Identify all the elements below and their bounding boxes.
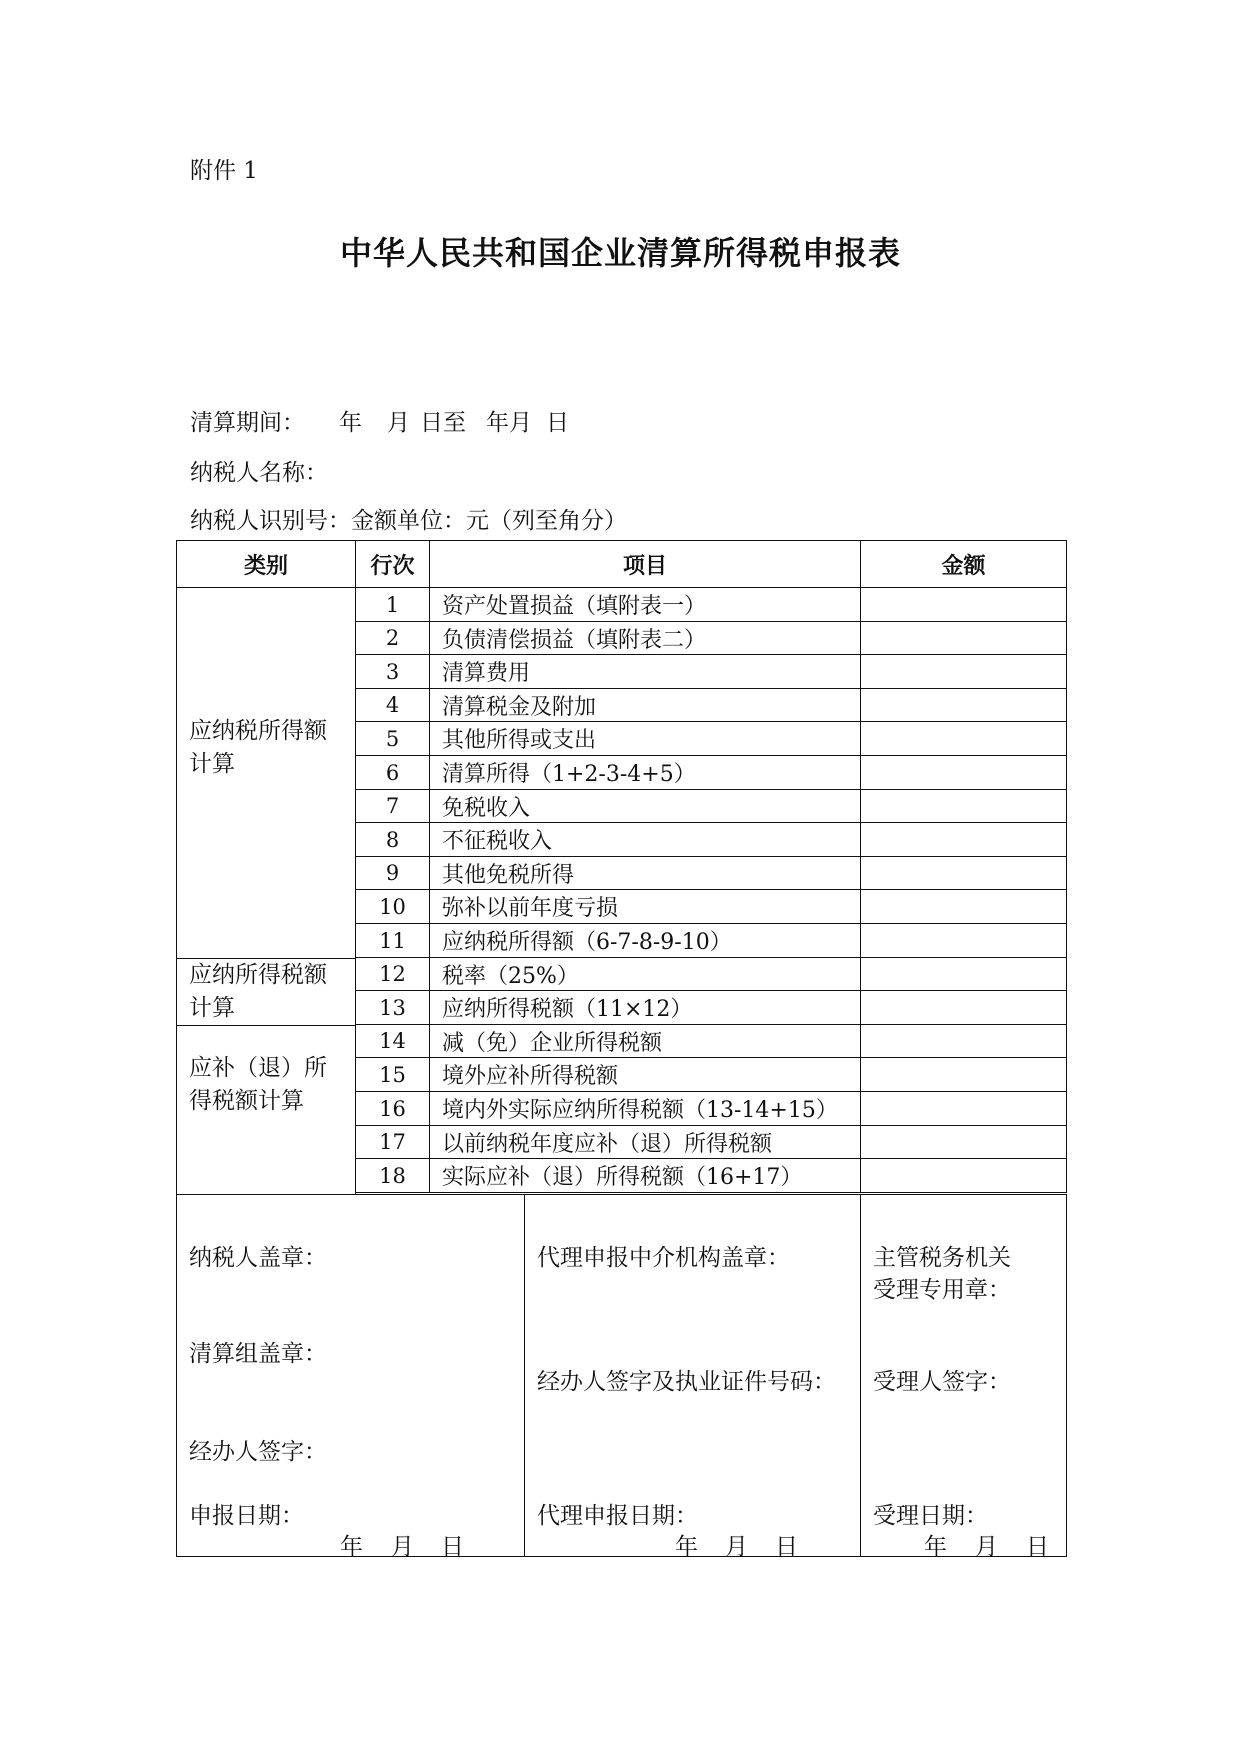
- row-item: 其他免税所得: [429, 856, 861, 890]
- row-item: 实际应补（退）所得税额（16+17）: [429, 1158, 861, 1193]
- authority-seal-line2: 受理专用章：: [873, 1277, 1011, 1303]
- row-item: 应纳税所得额（6-7-8-9-10）: [429, 923, 861, 958]
- agent-date-year: 年: [675, 1534, 698, 1560]
- acceptance-date-year: 年: [924, 1534, 947, 1560]
- row-number: 8: [355, 822, 430, 857]
- form-title: 中华人民共和国企业清算所得税申报表: [339, 234, 901, 272]
- category-taxable-income: 应纳税所得额计算: [176, 587, 356, 959]
- agent-date-label: 代理申报日期：: [537, 1503, 698, 1529]
- col-header-amount: 金额: [860, 540, 1067, 588]
- row-item: 清算费用: [429, 654, 861, 689]
- acceptance-date-label: 受理日期：: [873, 1503, 988, 1529]
- row-amount-cell[interactable]: [860, 654, 1067, 689]
- declaration-date-year: 年: [340, 1534, 363, 1560]
- row-number: 4: [355, 688, 430, 722]
- declaration-date-label: 申报日期：: [189, 1503, 304, 1529]
- row-item: 减（免）企业所得税额: [429, 1024, 861, 1058]
- row-number: 13: [355, 990, 430, 1025]
- category-tax-refund: 应补（退）所得税额计算: [176, 1025, 356, 1195]
- footer-authority-box: [860, 1194, 1067, 1560]
- authority-receiver-label: 受理人签字：: [873, 1369, 1011, 1395]
- liquidation-period-line: [190, 404, 569, 437]
- agent-date-day: 日: [775, 1534, 798, 1560]
- col-header-row-no: 行次: [355, 540, 430, 588]
- attachment-label: 附件 1: [190, 158, 258, 184]
- row-amount-cell[interactable]: [860, 1158, 1067, 1193]
- row-item: 负债清偿损益（填附表二）: [429, 621, 861, 655]
- period-start-day-unit: 日至: [420, 410, 466, 436]
- agent-date-month: 月: [725, 1534, 748, 1560]
- acceptance-date-month: 月: [975, 1534, 998, 1560]
- row-number: 10: [355, 889, 430, 924]
- row-amount-cell[interactable]: [860, 688, 1067, 722]
- row-number: 11: [355, 923, 430, 958]
- row-item: 其他所得或支出: [429, 721, 861, 756]
- row-item: 税率（25%）: [429, 957, 861, 991]
- row-number: 2: [355, 621, 430, 655]
- row-number: 1: [355, 587, 430, 622]
- row-amount-cell[interactable]: [860, 990, 1067, 1025]
- taxpayer-seal-label: 纳税人盖章：: [189, 1245, 327, 1271]
- taxpayer-signer-label: 经办人签字：: [189, 1439, 327, 1465]
- period-end-year-month-unit: 年月: [486, 410, 532, 436]
- taxpayer-name-label: 纳税人名称：: [190, 460, 328, 486]
- row-amount-cell[interactable]: [860, 856, 1067, 890]
- row-amount-cell[interactable]: [860, 1125, 1067, 1159]
- row-amount-cell[interactable]: [860, 923, 1067, 958]
- row-number: 16: [355, 1091, 430, 1126]
- row-number: 14: [355, 1024, 430, 1058]
- row-number: 3: [355, 654, 430, 689]
- authority-seal-line1: 主管税务机关: [873, 1245, 1011, 1271]
- row-item: 境内外实际应纳所得税额（13-14+15）: [429, 1091, 861, 1126]
- period-end-day-unit: 日: [546, 410, 569, 436]
- row-item: 清算税金及附加: [429, 688, 861, 722]
- taxpayer-id-and-unit-line: 纳税人识别号：金额单位：元（列至角分）: [190, 508, 627, 534]
- row-amount-cell[interactable]: [860, 1091, 1067, 1126]
- row-item: 境外应补所得税额: [429, 1057, 861, 1092]
- period-start-year-unit: 年: [339, 410, 362, 436]
- declaration-table: [177, 541, 1068, 1558]
- acceptance-date-day: 日: [1026, 1534, 1049, 1560]
- period-label: 清算期间：: [190, 410, 305, 436]
- row-amount-cell[interactable]: [860, 822, 1067, 857]
- row-number: 6: [355, 755, 430, 790]
- footer-agent-box: [524, 1194, 861, 1560]
- row-number: 7: [355, 789, 430, 823]
- row-amount-cell[interactable]: [860, 789, 1067, 823]
- declaration-date-day: 日: [441, 1534, 464, 1560]
- row-item: 资产处置损益（填附表一）: [429, 587, 861, 622]
- row-item: 免税收入: [429, 789, 861, 823]
- row-number: 12: [355, 957, 430, 991]
- declaration-date-month: 月: [391, 1534, 414, 1560]
- row-item: 应纳所得税额（11×12）: [429, 990, 861, 1025]
- row-amount-cell[interactable]: [860, 1057, 1067, 1092]
- col-header-category: 类别: [176, 540, 356, 588]
- period-start-month-unit: 月: [387, 410, 410, 436]
- agent-seal-label: 代理申报中介机构盖章：: [537, 1245, 790, 1271]
- row-number: 9: [355, 856, 430, 890]
- row-item: 清算所得（1+2-3-4+5）: [429, 755, 861, 790]
- agent-signer-label: 经办人签字及执业证件号码：: [537, 1369, 836, 1395]
- category-tax-payable: 应纳所得税额计算: [176, 958, 356, 1026]
- row-amount-cell[interactable]: [860, 755, 1067, 790]
- row-amount-cell[interactable]: [860, 721, 1067, 756]
- row-item: 弥补以前年度亏损: [429, 889, 861, 924]
- row-number: 5: [355, 721, 430, 756]
- row-amount-cell[interactable]: [860, 889, 1067, 924]
- row-amount-cell[interactable]: [860, 587, 1067, 622]
- row-number: 17: [355, 1125, 430, 1159]
- footer-taxpayer-box: [176, 1194, 525, 1560]
- row-number: 18: [355, 1158, 430, 1193]
- row-amount-cell[interactable]: [860, 1024, 1067, 1058]
- liquidation-group-seal-label: 清算组盖章：: [189, 1341, 327, 1367]
- row-amount-cell[interactable]: [860, 957, 1067, 991]
- row-amount-cell[interactable]: [860, 621, 1067, 655]
- row-number: 15: [355, 1057, 430, 1092]
- row-item: 以前纳税年度应补（退）所得税额: [429, 1125, 861, 1159]
- col-header-item: 项目: [429, 540, 861, 588]
- row-item: 不征税收入: [429, 822, 861, 857]
